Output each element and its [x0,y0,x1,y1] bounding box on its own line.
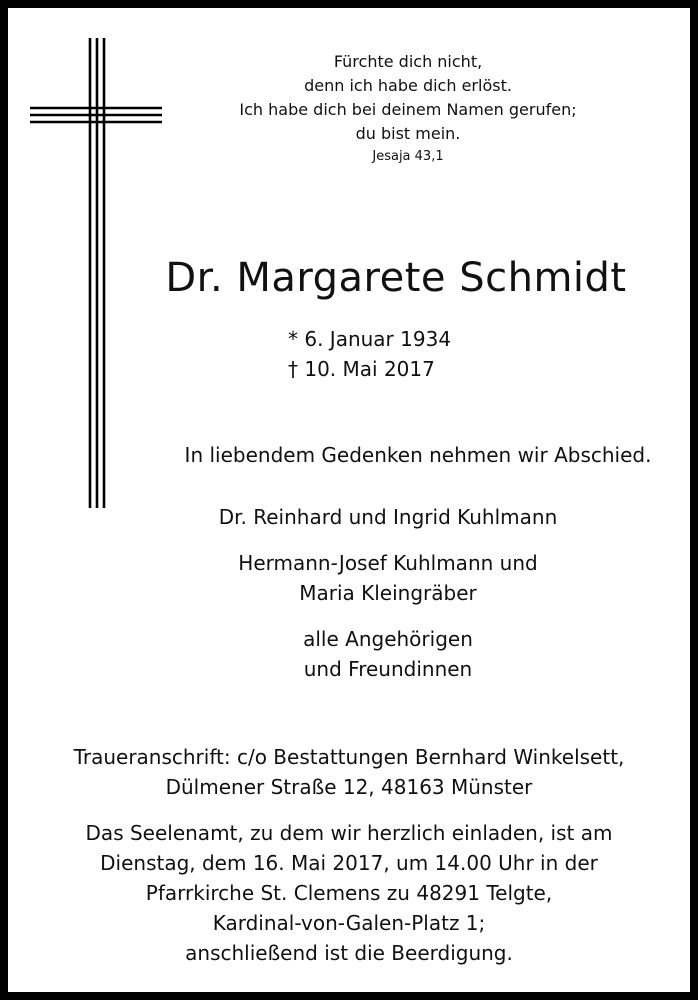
quote-line: Fürchte dich nicht, [333,52,483,71]
service-line: Dienstag, dem 16. Mai 2017, um 14.00 Uhr in der [100,851,598,875]
life-dates [288,324,588,384]
mourner-group [168,624,608,684]
mourners-list [168,502,608,700]
birth-date: * 6. Januar 1934 [288,327,452,351]
mourner-line: Dr. Reinhard und Ingrid Kuhlmann [218,505,558,529]
address-line: Traueranschrift: c/o Bestattungen Bernhard Winkelsett, [73,745,625,769]
deceased-name: Dr. Margarete Schmidt [165,255,627,301]
farewell-text: In liebendem Gedenken nehmen wir Abschied. [184,443,652,467]
quote-line: du bist mein. [355,124,461,143]
service-info [8,818,690,968]
mourner-line: Maria Kleingräber [299,581,477,605]
mourning-address [8,742,690,802]
quote-line: Ich habe dich bei deinem Namen gerufen; [239,100,577,119]
address-line: Dülmener Straße 12, 48163 Münster [165,775,533,799]
service-line: Pfarrkirche St. Clemens zu 48291 Telgte, [145,881,553,905]
mourner-line: und Freundinnen [303,657,473,681]
mourner-line: Hermann-Josef Kuhlmann und [238,551,538,575]
service-line: anschließend ist die Beerdigung. [185,941,513,965]
mourner-group [168,548,608,608]
mourner-line: alle Angehörigen [303,627,473,651]
death-date: † 10. Mai 2017 [288,357,435,381]
service-line: Das Seelenamt, zu dem wir herzlich einladen, ist am [85,821,613,845]
quote-source: Jesaja 43,1 [372,149,444,164]
service-line: Kardinal-von-Galen-Platz 1; [212,911,486,935]
quote-line: denn ich habe dich erlöst. [304,76,512,95]
mourner-group [168,502,608,532]
bible-quote [188,50,628,168]
